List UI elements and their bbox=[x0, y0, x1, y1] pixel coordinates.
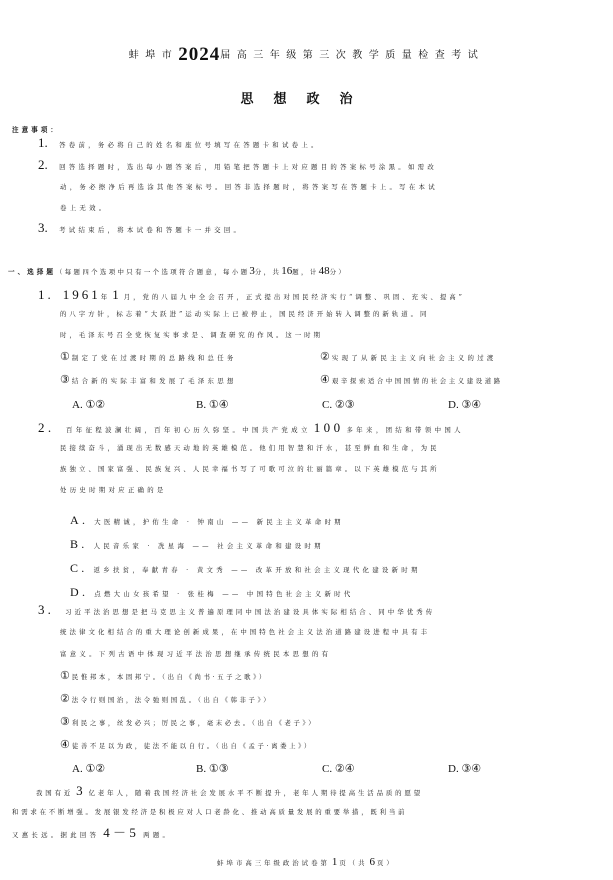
q2-option-d: D. 点燃大山女孩希望 · 张桂梅 —— 中国特色社会主义新时代 bbox=[70, 585, 354, 599]
notice-item-3: 3. 考试结束后，将本试卷和答题卡一并交回。 bbox=[38, 220, 244, 235]
q3-option-c: C. ②④ bbox=[322, 763, 355, 775]
question-3: 3. 习近平法治思想是把马克思主义普遍原理同中国法治建设具体实际相结合、同中华优秀传 bbox=[38, 602, 436, 617]
subject-title: 思想政治 bbox=[240, 92, 373, 107]
question-3-line-2: 统法律文化相结合的重大理论创新成果，在中国特色社会主义法治道路建设进程中具有丰 bbox=[60, 628, 431, 636]
q1-option-a: A. ①② bbox=[72, 399, 106, 411]
q3-statement-4: ④ 徒善不足以为政，徒法不能以自行。（出自《孟子·离娄上》） bbox=[60, 738, 313, 751]
question-1-line-3: 时，毛泽东号召全党恢复实事求是、调查研究的作风。这一时期 bbox=[60, 331, 323, 339]
question-1: 1. 1961年 1 月，党的八届九中全会召开，正式提出对国民经济实行“调整、巩固、充实、提高” bbox=[38, 287, 465, 302]
exam-title-rest: 届高三年级第三次教学质量检查考试 bbox=[220, 50, 485, 61]
q1-statement-2: ② 实现了从新民主主义向社会主义的过渡 bbox=[320, 350, 497, 363]
q3-statement-2: ② 法令行则国治，法令弛则国乱。（出自《韩非子》） bbox=[60, 692, 273, 705]
question-2: 2. 百年征程波澜壮阔，百年初心历久弥坚。中国共产党成立 100 多年来，团结和带领中国人 bbox=[38, 420, 464, 435]
notice-item-2-line-2: 动，务必擦净后再选涂其他答案标号。回答非选择题时，将答案写在答题卡上。写在本试 bbox=[60, 183, 438, 191]
notice-label: 注意事项： bbox=[12, 126, 60, 134]
passage-line-2: 和需求在不断增强。发展银发经济是积极应对人口老龄化、推动高质量发展的重要举措，既利当前 bbox=[12, 808, 408, 816]
q2-option-b: B. 人民音乐家 · 冼星海 —— 社会主义革命和建设时期 bbox=[70, 537, 324, 551]
q1-statement-3: ③ 结合新的实际丰富和发展了毛泽东思想 bbox=[60, 373, 237, 386]
q3-option-d: D. ③④ bbox=[448, 763, 482, 775]
q1-option-d: D. ③④ bbox=[448, 399, 482, 411]
q1-option-b: B. ①④ bbox=[196, 399, 229, 411]
q1-option-c: C. ②③ bbox=[322, 399, 355, 411]
q3-option-b: B. ①③ bbox=[196, 763, 229, 775]
page-footer: 蚌埠市高三年级政治试卷第 1 页（共 6 页） bbox=[217, 856, 396, 868]
question-2-line-2: 民接续奋斗，涌现出无数感天动地的英雄模范。他们用智慧和汗水，甚至鲜血和生命，为民 bbox=[60, 444, 440, 452]
q3-statement-1: ① 民惟邦本，本固邦宁。（出自《尚书·五子之歌》） bbox=[60, 669, 268, 682]
exam-title bbox=[0, 44, 613, 66]
q2-option-a: A. 大医精诚，护佑生命 · 钟南山 —— 新民主主义革命时期 bbox=[70, 513, 344, 527]
notice-item-1: 1. 答卷前，务必将自己的姓名和座位号填写在答题卡和试卷上。 bbox=[38, 135, 321, 150]
q3-statement-3: ③ 利民之事，丝发必兴；厉民之事，毫末必去。（出自《老子》） bbox=[60, 715, 318, 728]
q3-option-a: A. ①② bbox=[72, 763, 106, 775]
q1-statement-1: ① 制定了党在过渡时期的总路线和总任务 bbox=[60, 350, 237, 363]
question-2-line-4: 处历史时期对应正确的是 bbox=[60, 486, 167, 494]
notice-item-2: 2. 回答选择题时，选出每小题答案后，用铅笔把答题卡上对应题目的答案标号涂黑。如需改 bbox=[38, 157, 438, 172]
passage-line-3: 又惠长远。据此回答 4－5 两题。 bbox=[12, 825, 173, 840]
passage-line-1: 我国有近 3 亿老年人，随着我国经济社会发展水平不断提升，老年人期待提高生活品质的愿望 bbox=[36, 783, 424, 798]
question-2-line-3: 族独立、国家富强、民族复兴、人民幸福书写了可歌可泣的壮丽篇章。以下英雄模范与其所 bbox=[60, 465, 440, 473]
section-label: 一、选择题 bbox=[8, 268, 56, 276]
section-header: 一、选择题（每题四个选项中只有一个选项符合题意，每小题3分，共16题，计48分） bbox=[8, 265, 348, 277]
exam-title-city: 蚌埠市 bbox=[128, 50, 179, 61]
notice-item-2-line-3: 卷上无效。 bbox=[60, 204, 109, 212]
q1-statement-4: ④ 艰辛探索适合中国国情的社会主义建设道路 bbox=[320, 373, 503, 386]
q2-option-c: C. 返乡扶贫，奉献青春 · 黄文秀 —— 改革开放和社会主义现代化建设新时期 bbox=[70, 561, 421, 575]
exam-year: 2024 bbox=[178, 44, 221, 65]
question-3-line-3: 富意义。下列古语中体现习近平法治思想继承传统民本思想的有 bbox=[60, 650, 332, 658]
question-1-line-2: 的八字方针，标志着“大跃进”运动实际上已被停止，国民经济开始转入调整的新轨道。同 bbox=[60, 310, 430, 318]
